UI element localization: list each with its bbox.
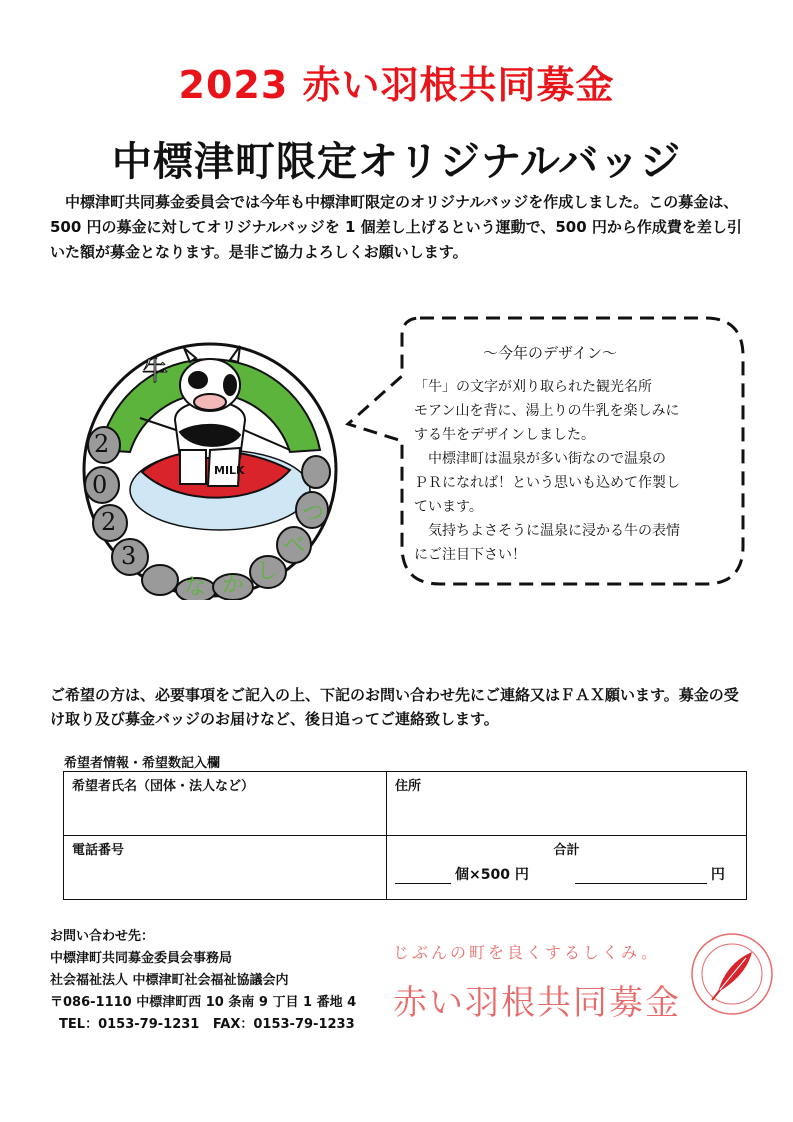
badge-name-char: な xyxy=(184,575,207,600)
design-line: 中標津町は温泉が多い街なので温泉の xyxy=(414,451,666,467)
red-feather-logo-icon xyxy=(688,930,776,1018)
contact-info xyxy=(50,926,356,1036)
total-field xyxy=(387,836,747,900)
design-line: にご注目下さい！ xyxy=(414,547,526,563)
amount-input[interactable] xyxy=(575,867,707,884)
design-heading: ～今年のデザイン～ xyxy=(483,344,617,362)
request-paragraph: ご希望の方は、必要事項をご記入の上、下記のお問い合わせ先にご連絡又はＦＡＸ願います。募金の受け取り及び募金バッジのお届けなど、後日追ってご連絡致します。 xyxy=(50,686,739,728)
application-form xyxy=(63,771,747,900)
badge-illustration xyxy=(80,340,340,600)
badge-year-digit: 3 xyxy=(121,542,137,570)
milk-label: MILK xyxy=(214,464,245,477)
design-line: ＰＲになれば！という思いも込めて作製し xyxy=(414,475,680,491)
title-original-badge: 中標津町限定オリジナルバッジ xyxy=(111,139,682,185)
address-field[interactable] xyxy=(387,772,747,836)
badge-year-digit: 2 xyxy=(101,508,117,536)
form-title: 希望者情報・希望数記入欄 xyxy=(64,756,221,771)
design-line: ています。 xyxy=(414,499,483,515)
badge-name-char: つ xyxy=(302,501,325,526)
intro-paragraph: 中標津町共同募金委員会では今年も中標津町限定のオリジナルバッジを作成しました。この募金は、500 円の募金に対してオリジナルバッジを 1 個差し上げるという運動で、500 円から作成費を差し引いた額が募金となります。是非ご協力よろしくお願いします。 xyxy=(50,193,742,261)
badge-year-digit: 2 xyxy=(94,430,110,458)
badge-name-char: べ xyxy=(283,533,306,558)
design-line: 「牛」の文字が刈り取られた観光名所 xyxy=(414,379,652,395)
design-line: モアン山を背に、湯上りの牛乳を楽しみに xyxy=(414,403,680,419)
contact-line: 社会福祉法人 中標津町社会福祉協議会内 xyxy=(50,973,289,988)
name-label: 希望者氏名（団体・法人など） xyxy=(72,779,255,794)
amount-unit: 円 xyxy=(710,867,725,883)
badge-year-digit: 0 xyxy=(92,471,108,499)
total-label: 合計 xyxy=(553,843,580,858)
badge-char-cow: 牛 xyxy=(142,357,169,387)
contact-line: 中標津町共同募金委員会事務局 xyxy=(50,951,233,966)
logo-name: 赤い羽根共同募金 xyxy=(393,983,681,1023)
title-year-campaign: 2023 赤い羽根共同募金 xyxy=(178,63,615,107)
badge-name-char: し xyxy=(256,559,279,584)
logo-slogan: じぶんの町を良くするしくみ。 xyxy=(393,943,660,962)
phone-field[interactable] xyxy=(64,836,387,900)
badge-name-char: か xyxy=(222,573,245,598)
address-label: 住所 xyxy=(395,779,422,794)
quantity-input[interactable] xyxy=(395,867,451,884)
name-field[interactable] xyxy=(64,772,387,836)
phone-label: 電話番号 xyxy=(72,843,125,858)
quantity-unit: 個×500 円 xyxy=(455,867,529,883)
design-description xyxy=(414,375,734,567)
contact-line: 〒086-1110 中標津町西 10 条南 9 丁目 1 番地 4 xyxy=(50,995,357,1010)
contact-line: TEL：0153-79-1231 FAX：0153-79-1233 xyxy=(50,1017,355,1032)
contact-heading: お問い合わせ先： xyxy=(50,929,155,944)
design-line: する牛をデザインしました。 xyxy=(414,427,596,443)
design-line: 気持ちよさそうに温泉に浸かる牛の表情 xyxy=(414,523,680,539)
